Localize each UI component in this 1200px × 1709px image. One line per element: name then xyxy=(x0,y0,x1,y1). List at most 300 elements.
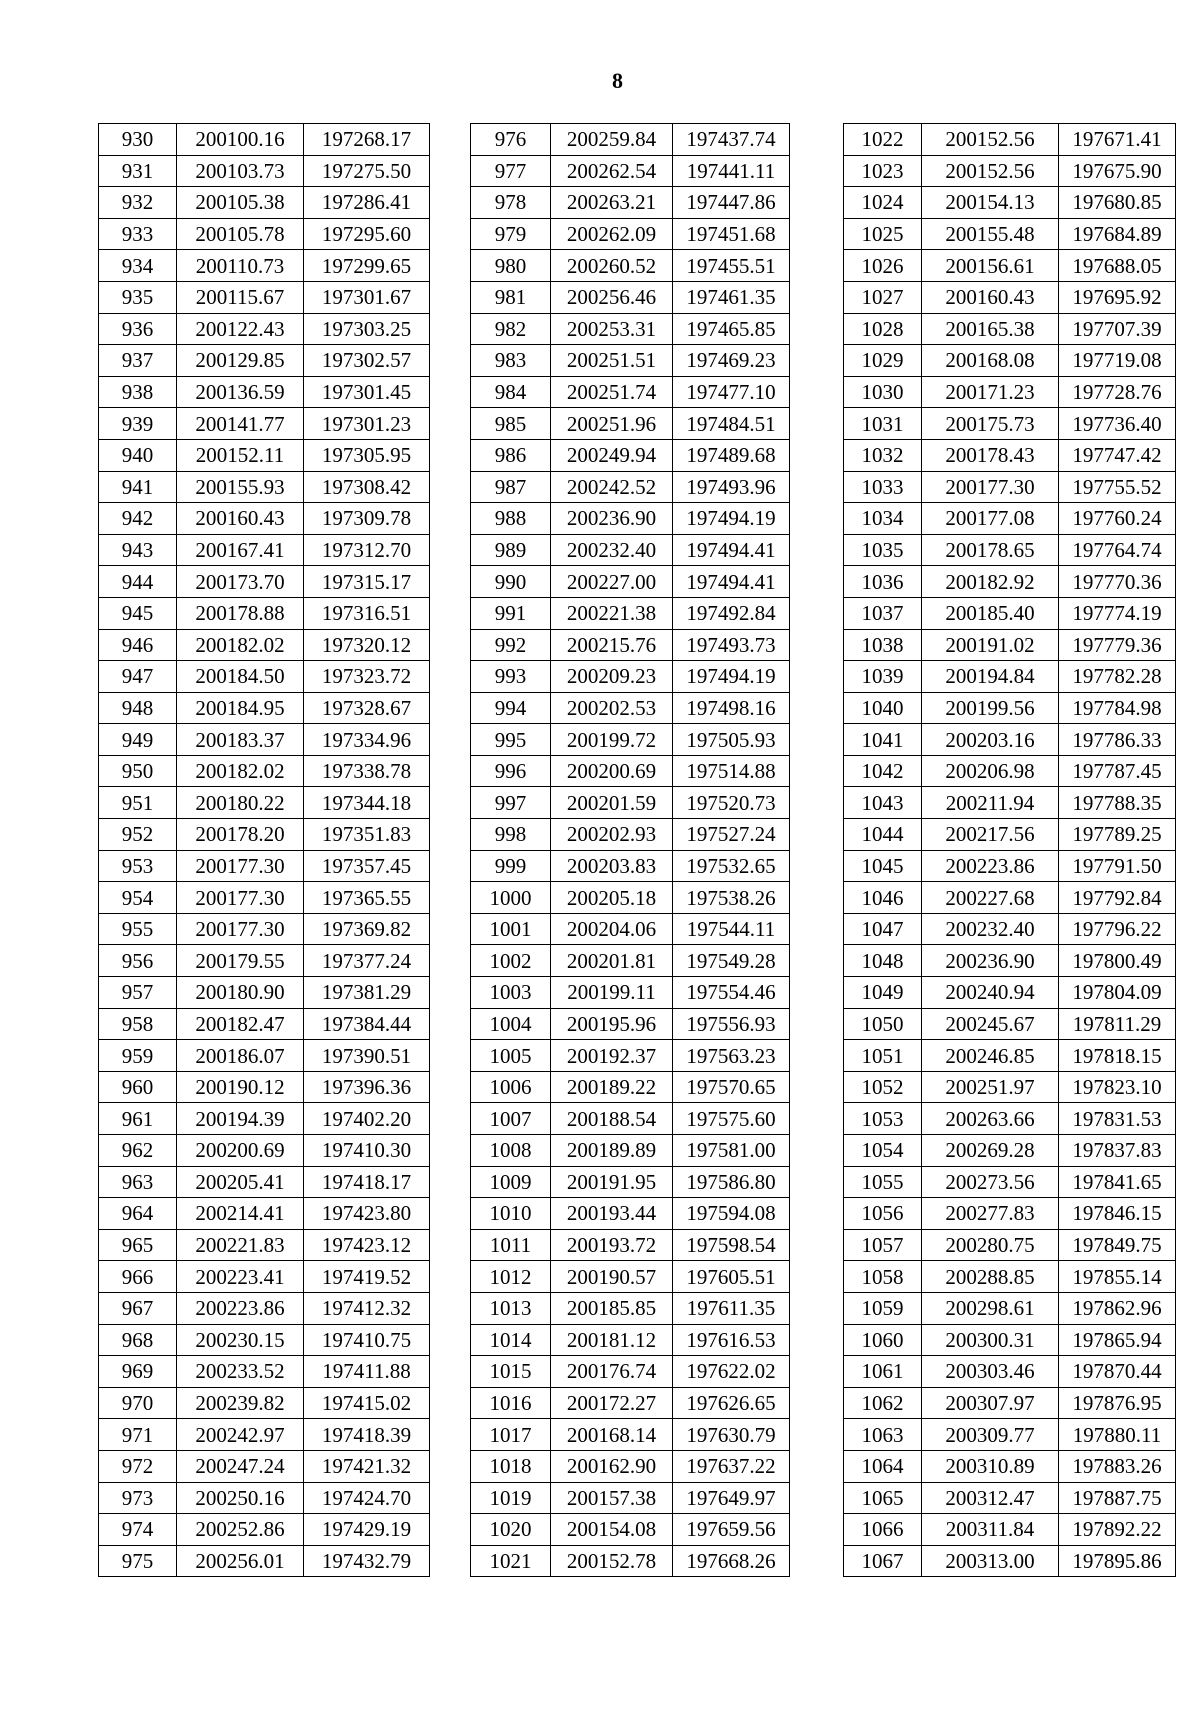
x-coordinate-cell: 200256.46 xyxy=(551,281,673,313)
table-row xyxy=(99,597,430,629)
x-coordinate-cell: 200313.00 xyxy=(922,1545,1059,1577)
y-coordinate-cell: 197369.82 xyxy=(304,913,430,945)
y-coordinate-cell: 197770.36 xyxy=(1059,566,1176,598)
y-coordinate-cell: 197432.79 xyxy=(304,1545,430,1577)
point-number-cell: 955 xyxy=(99,913,177,945)
table-row xyxy=(99,1514,430,1546)
x-coordinate-cell: 200162.90 xyxy=(551,1450,673,1482)
point-number-cell: 938 xyxy=(99,376,177,408)
point-number-cell: 939 xyxy=(99,408,177,440)
x-coordinate-cell: 200263.21 xyxy=(551,187,673,219)
y-coordinate-cell: 197622.02 xyxy=(673,1356,790,1388)
x-coordinate-cell: 200193.44 xyxy=(551,1198,673,1230)
x-coordinate-cell: 200115.67 xyxy=(177,281,304,313)
y-coordinate-cell: 197465.85 xyxy=(673,313,790,345)
table-row xyxy=(99,977,430,1009)
y-coordinate-cell: 197736.40 xyxy=(1059,408,1176,440)
table-row xyxy=(99,629,430,661)
table-row xyxy=(844,471,1176,503)
point-number-cell: 1063 xyxy=(844,1419,922,1451)
y-coordinate-cell: 197787.45 xyxy=(1059,755,1176,787)
point-number-cell: 979 xyxy=(471,218,551,250)
table-row xyxy=(844,755,1176,787)
point-number-cell: 1048 xyxy=(844,945,922,977)
y-coordinate-cell: 197876.95 xyxy=(1059,1387,1176,1419)
point-number-cell: 1051 xyxy=(844,1040,922,1072)
table-row xyxy=(844,281,1176,313)
y-coordinate-cell: 197880.11 xyxy=(1059,1419,1176,1451)
table-row xyxy=(471,1103,790,1135)
point-number-cell: 972 xyxy=(99,1450,177,1482)
point-number-cell: 1012 xyxy=(471,1261,551,1293)
x-coordinate-cell: 200191.02 xyxy=(922,629,1059,661)
table-row xyxy=(844,250,1176,282)
table-row xyxy=(99,1324,430,1356)
point-number-cell: 1046 xyxy=(844,882,922,914)
y-coordinate-cell: 197344.18 xyxy=(304,787,430,819)
x-coordinate-cell: 200199.56 xyxy=(922,692,1059,724)
table-row xyxy=(844,439,1176,471)
table-row xyxy=(844,1450,1176,1482)
x-coordinate-cell: 200100.16 xyxy=(177,124,304,156)
point-number-cell: 942 xyxy=(99,503,177,535)
table-row xyxy=(99,408,430,440)
point-number-cell: 1039 xyxy=(844,661,922,693)
y-coordinate-cell: 197419.52 xyxy=(304,1261,430,1293)
x-coordinate-cell: 200204.06 xyxy=(551,913,673,945)
table-row xyxy=(99,1450,430,1482)
table-row xyxy=(844,187,1176,219)
x-coordinate-cell: 200191.95 xyxy=(551,1166,673,1198)
x-coordinate-cell: 200160.43 xyxy=(922,281,1059,313)
point-number-cell: 963 xyxy=(99,1166,177,1198)
point-number-cell: 1008 xyxy=(471,1135,551,1167)
point-number-cell: 1020 xyxy=(471,1514,551,1546)
y-coordinate-cell: 197659.56 xyxy=(673,1514,790,1546)
table-row xyxy=(99,755,430,787)
table-row xyxy=(844,1324,1176,1356)
y-coordinate-cell: 197791.50 xyxy=(1059,850,1176,882)
table-row xyxy=(471,408,790,440)
y-coordinate-cell: 197637.22 xyxy=(673,1450,790,1482)
y-coordinate-cell: 197484.51 xyxy=(673,408,790,440)
table-row xyxy=(99,471,430,503)
point-number-cell: 1067 xyxy=(844,1545,922,1577)
point-number-cell: 943 xyxy=(99,534,177,566)
table-row xyxy=(99,218,430,250)
point-number-cell: 945 xyxy=(99,597,177,629)
point-number-cell: 994 xyxy=(471,692,551,724)
x-coordinate-cell: 200217.56 xyxy=(922,819,1059,851)
table-row xyxy=(471,1008,790,1040)
x-coordinate-cell: 200300.31 xyxy=(922,1324,1059,1356)
x-coordinate-cell: 200193.72 xyxy=(551,1229,673,1261)
table-row xyxy=(471,661,790,693)
y-coordinate-cell: 197626.65 xyxy=(673,1387,790,1419)
x-coordinate-cell: 200311.84 xyxy=(922,1514,1059,1546)
y-coordinate-cell: 197301.45 xyxy=(304,376,430,408)
coordinate-table-1 xyxy=(98,123,430,1577)
y-coordinate-cell: 197544.11 xyxy=(673,913,790,945)
point-number-cell: 1055 xyxy=(844,1166,922,1198)
x-coordinate-cell: 200181.12 xyxy=(551,1324,673,1356)
x-coordinate-cell: 200236.90 xyxy=(922,945,1059,977)
y-coordinate-cell: 197520.73 xyxy=(673,787,790,819)
point-number-cell: 951 xyxy=(99,787,177,819)
x-coordinate-cell: 200251.74 xyxy=(551,376,673,408)
table-row xyxy=(471,503,790,535)
x-coordinate-cell: 200152.56 xyxy=(922,124,1059,156)
point-number-cell: 1043 xyxy=(844,787,922,819)
table-row xyxy=(471,1198,790,1230)
table-row xyxy=(471,945,790,977)
x-coordinate-cell: 200288.85 xyxy=(922,1261,1059,1293)
x-coordinate-cell: 200177.30 xyxy=(177,913,304,945)
y-coordinate-cell: 197804.09 xyxy=(1059,977,1176,1009)
y-coordinate-cell: 197299.65 xyxy=(304,250,430,282)
x-coordinate-cell: 200201.59 xyxy=(551,787,673,819)
y-coordinate-cell: 197747.42 xyxy=(1059,439,1176,471)
y-coordinate-cell: 197493.73 xyxy=(673,629,790,661)
y-coordinate-cell: 197418.17 xyxy=(304,1166,430,1198)
table-row xyxy=(844,408,1176,440)
x-coordinate-cell: 200192.37 xyxy=(551,1040,673,1072)
y-coordinate-cell: 197315.17 xyxy=(304,566,430,598)
point-number-cell: 1058 xyxy=(844,1261,922,1293)
x-coordinate-cell: 200184.50 xyxy=(177,661,304,693)
x-coordinate-cell: 200167.41 xyxy=(177,534,304,566)
x-coordinate-cell: 200155.93 xyxy=(177,471,304,503)
point-number-cell: 971 xyxy=(99,1419,177,1451)
y-coordinate-cell: 197493.96 xyxy=(673,471,790,503)
y-coordinate-cell: 197841.65 xyxy=(1059,1166,1176,1198)
point-number-cell: 977 xyxy=(471,155,551,187)
y-coordinate-cell: 197598.54 xyxy=(673,1229,790,1261)
table-row xyxy=(471,1324,790,1356)
x-coordinate-cell: 200155.48 xyxy=(922,218,1059,250)
table-row xyxy=(471,1419,790,1451)
y-coordinate-cell: 197630.79 xyxy=(673,1419,790,1451)
point-number-cell: 1010 xyxy=(471,1198,551,1230)
x-coordinate-cell: 200242.52 xyxy=(551,471,673,503)
x-coordinate-cell: 200260.52 xyxy=(551,250,673,282)
x-coordinate-cell: 200310.89 xyxy=(922,1450,1059,1482)
point-number-cell: 975 xyxy=(99,1545,177,1577)
point-number-cell: 937 xyxy=(99,345,177,377)
table-row xyxy=(471,629,790,661)
y-coordinate-cell: 197423.80 xyxy=(304,1198,430,1230)
x-coordinate-cell: 200154.13 xyxy=(922,187,1059,219)
x-coordinate-cell: 200105.78 xyxy=(177,218,304,250)
x-coordinate-cell: 200202.93 xyxy=(551,819,673,851)
x-coordinate-cell: 200188.54 xyxy=(551,1103,673,1135)
point-number-cell: 934 xyxy=(99,250,177,282)
y-coordinate-cell: 197469.23 xyxy=(673,345,790,377)
x-coordinate-cell: 200172.27 xyxy=(551,1387,673,1419)
table-row xyxy=(471,218,790,250)
y-coordinate-cell: 197308.42 xyxy=(304,471,430,503)
x-coordinate-cell: 200179.55 xyxy=(177,945,304,977)
x-coordinate-cell: 200136.59 xyxy=(177,376,304,408)
table-row xyxy=(844,945,1176,977)
x-coordinate-cell: 200180.22 xyxy=(177,787,304,819)
table-row xyxy=(99,124,430,156)
x-coordinate-cell: 200232.40 xyxy=(551,534,673,566)
y-coordinate-cell: 197563.23 xyxy=(673,1040,790,1072)
x-coordinate-cell: 200186.07 xyxy=(177,1040,304,1072)
x-coordinate-cell: 200189.89 xyxy=(551,1135,673,1167)
table-row xyxy=(99,345,430,377)
x-coordinate-cell: 200214.41 xyxy=(177,1198,304,1230)
x-coordinate-cell: 200227.68 xyxy=(922,882,1059,914)
table-row xyxy=(99,882,430,914)
point-number-cell: 968 xyxy=(99,1324,177,1356)
point-number-cell: 974 xyxy=(99,1514,177,1546)
point-number-cell: 1009 xyxy=(471,1166,551,1198)
table-row xyxy=(844,977,1176,1009)
table-row xyxy=(471,345,790,377)
y-coordinate-cell: 197688.05 xyxy=(1059,250,1176,282)
table-row xyxy=(99,1292,430,1324)
table-row xyxy=(471,724,790,756)
table-row xyxy=(844,629,1176,661)
point-number-cell: 1028 xyxy=(844,313,922,345)
x-coordinate-cell: 200312.47 xyxy=(922,1482,1059,1514)
point-number-cell: 982 xyxy=(471,313,551,345)
y-coordinate-cell: 197441.11 xyxy=(673,155,790,187)
point-number-cell: 1023 xyxy=(844,155,922,187)
y-coordinate-cell: 197303.25 xyxy=(304,313,430,345)
x-coordinate-cell: 200232.40 xyxy=(922,913,1059,945)
y-coordinate-cell: 197707.39 xyxy=(1059,313,1176,345)
x-coordinate-cell: 200252.86 xyxy=(177,1514,304,1546)
y-coordinate-cell: 197554.46 xyxy=(673,977,790,1009)
point-number-cell: 969 xyxy=(99,1356,177,1388)
x-coordinate-cell: 200236.90 xyxy=(551,503,673,535)
point-number-cell: 965 xyxy=(99,1229,177,1261)
y-coordinate-cell: 197862.96 xyxy=(1059,1292,1176,1324)
table-row xyxy=(99,313,430,345)
y-coordinate-cell: 197796.22 xyxy=(1059,913,1176,945)
table-row xyxy=(99,250,430,282)
point-number-cell: 1019 xyxy=(471,1482,551,1514)
x-coordinate-cell: 200177.08 xyxy=(922,503,1059,535)
point-number-cell: 1017 xyxy=(471,1419,551,1451)
table-row xyxy=(471,1482,790,1514)
y-coordinate-cell: 197301.67 xyxy=(304,281,430,313)
x-coordinate-cell: 200307.97 xyxy=(922,1387,1059,1419)
point-number-cell: 948 xyxy=(99,692,177,724)
table-row xyxy=(471,755,790,787)
y-coordinate-cell: 197410.75 xyxy=(304,1324,430,1356)
table-row xyxy=(471,882,790,914)
y-coordinate-cell: 197865.94 xyxy=(1059,1324,1176,1356)
x-coordinate-cell: 200249.94 xyxy=(551,439,673,471)
table-row xyxy=(99,1040,430,1072)
x-coordinate-cell: 200178.88 xyxy=(177,597,304,629)
table-row xyxy=(844,1514,1176,1546)
x-coordinate-cell: 200184.95 xyxy=(177,692,304,724)
point-number-cell: 1045 xyxy=(844,850,922,882)
table-row xyxy=(471,819,790,851)
point-number-cell: 1036 xyxy=(844,566,922,598)
y-coordinate-cell: 197527.24 xyxy=(673,819,790,851)
table-row xyxy=(471,1261,790,1293)
point-number-cell: 1015 xyxy=(471,1356,551,1388)
y-coordinate-cell: 197800.49 xyxy=(1059,945,1176,977)
y-coordinate-cell: 197616.53 xyxy=(673,1324,790,1356)
x-coordinate-cell: 200247.24 xyxy=(177,1450,304,1482)
y-coordinate-cell: 197728.76 xyxy=(1059,376,1176,408)
point-number-cell: 1037 xyxy=(844,597,922,629)
x-coordinate-cell: 200298.61 xyxy=(922,1292,1059,1324)
x-coordinate-cell: 200215.76 xyxy=(551,629,673,661)
x-coordinate-cell: 200253.31 xyxy=(551,313,673,345)
point-number-cell: 1065 xyxy=(844,1482,922,1514)
y-coordinate-cell: 197680.85 xyxy=(1059,187,1176,219)
y-coordinate-cell: 197818.15 xyxy=(1059,1040,1176,1072)
point-number-cell: 1041 xyxy=(844,724,922,756)
y-coordinate-cell: 197323.72 xyxy=(304,661,430,693)
page-number: 8 xyxy=(612,68,623,93)
y-coordinate-cell: 197377.24 xyxy=(304,945,430,977)
y-coordinate-cell: 197411.88 xyxy=(304,1356,430,1388)
y-coordinate-cell: 197581.00 xyxy=(673,1135,790,1167)
y-coordinate-cell: 197684.89 xyxy=(1059,218,1176,250)
point-number-cell: 980 xyxy=(471,250,551,282)
point-number-cell: 1025 xyxy=(844,218,922,250)
table-row xyxy=(844,1040,1176,1072)
table-row xyxy=(844,1166,1176,1198)
x-coordinate-cell: 200177.30 xyxy=(177,850,304,882)
x-coordinate-cell: 200262.54 xyxy=(551,155,673,187)
x-coordinate-cell: 200177.30 xyxy=(177,882,304,914)
x-coordinate-cell: 200194.39 xyxy=(177,1103,304,1135)
table-row xyxy=(99,566,430,598)
x-coordinate-cell: 200202.53 xyxy=(551,692,673,724)
point-number-cell: 954 xyxy=(99,882,177,914)
x-coordinate-cell: 200246.85 xyxy=(922,1040,1059,1072)
table-row xyxy=(844,566,1176,598)
x-coordinate-cell: 200209.23 xyxy=(551,661,673,693)
x-coordinate-cell: 200263.66 xyxy=(922,1103,1059,1135)
point-number-cell: 1014 xyxy=(471,1324,551,1356)
table-row xyxy=(471,187,790,219)
x-coordinate-cell: 200175.73 xyxy=(922,408,1059,440)
point-number-cell: 991 xyxy=(471,597,551,629)
y-coordinate-cell: 197489.68 xyxy=(673,439,790,471)
point-number-cell: 970 xyxy=(99,1387,177,1419)
y-coordinate-cell: 197611.35 xyxy=(673,1292,790,1324)
point-number-cell: 962 xyxy=(99,1135,177,1167)
x-coordinate-cell: 200183.37 xyxy=(177,724,304,756)
x-coordinate-cell: 200182.47 xyxy=(177,1008,304,1040)
y-coordinate-cell: 197575.60 xyxy=(673,1103,790,1135)
y-coordinate-cell: 197494.19 xyxy=(673,661,790,693)
x-coordinate-cell: 200273.56 xyxy=(922,1166,1059,1198)
table-row xyxy=(844,313,1176,345)
table-row xyxy=(844,724,1176,756)
x-coordinate-cell: 200221.38 xyxy=(551,597,673,629)
table-row xyxy=(99,1545,430,1577)
table-row xyxy=(844,1545,1176,1577)
x-coordinate-cell: 200152.78 xyxy=(551,1545,673,1577)
y-coordinate-cell: 197494.41 xyxy=(673,534,790,566)
y-coordinate-cell: 197410.30 xyxy=(304,1135,430,1167)
table-row xyxy=(844,819,1176,851)
x-coordinate-cell: 200160.43 xyxy=(177,503,304,535)
coordinate-table-3 xyxy=(843,123,1176,1577)
y-coordinate-cell: 197334.96 xyxy=(304,724,430,756)
table-row xyxy=(99,1419,430,1451)
point-number-cell: 958 xyxy=(99,1008,177,1040)
table-row xyxy=(471,1292,790,1324)
point-number-cell: 1032 xyxy=(844,439,922,471)
y-coordinate-cell: 197351.83 xyxy=(304,819,430,851)
point-number-cell: 1006 xyxy=(471,1071,551,1103)
table-row xyxy=(471,250,790,282)
x-coordinate-cell: 200223.86 xyxy=(922,850,1059,882)
table-row xyxy=(471,124,790,156)
x-coordinate-cell: 200152.11 xyxy=(177,439,304,471)
table-row xyxy=(844,787,1176,819)
x-coordinate-cell: 200223.86 xyxy=(177,1292,304,1324)
y-coordinate-cell: 197831.53 xyxy=(1059,1103,1176,1135)
x-coordinate-cell: 200251.51 xyxy=(551,345,673,377)
x-coordinate-cell: 200195.96 xyxy=(551,1008,673,1040)
x-coordinate-cell: 200182.02 xyxy=(177,629,304,661)
y-coordinate-cell: 197892.22 xyxy=(1059,1514,1176,1546)
x-coordinate-cell: 200259.84 xyxy=(551,124,673,156)
y-coordinate-cell: 197320.12 xyxy=(304,629,430,661)
y-coordinate-cell: 197301.23 xyxy=(304,408,430,440)
point-number-cell: 1054 xyxy=(844,1135,922,1167)
x-coordinate-cell: 200227.00 xyxy=(551,566,673,598)
table-row xyxy=(471,1356,790,1388)
x-coordinate-cell: 200200.69 xyxy=(177,1135,304,1167)
y-coordinate-cell: 197421.32 xyxy=(304,1450,430,1482)
y-coordinate-cell: 197365.55 xyxy=(304,882,430,914)
table-row xyxy=(471,1514,790,1546)
y-coordinate-cell: 197895.86 xyxy=(1059,1545,1176,1577)
point-number-cell: 957 xyxy=(99,977,177,1009)
point-number-cell: 996 xyxy=(471,755,551,787)
point-number-cell: 960 xyxy=(99,1071,177,1103)
table-row xyxy=(471,1071,790,1103)
table-row xyxy=(844,1482,1176,1514)
table-row xyxy=(471,1450,790,1482)
table-row xyxy=(99,439,430,471)
y-coordinate-cell: 197671.41 xyxy=(1059,124,1176,156)
table-row xyxy=(844,1387,1176,1419)
x-coordinate-cell: 200200.69 xyxy=(551,755,673,787)
x-coordinate-cell: 200223.41 xyxy=(177,1261,304,1293)
point-number-cell: 1027 xyxy=(844,281,922,313)
x-coordinate-cell: 200190.57 xyxy=(551,1261,673,1293)
table-row xyxy=(99,187,430,219)
table-row xyxy=(844,1419,1176,1451)
x-coordinate-cell: 200262.09 xyxy=(551,218,673,250)
y-coordinate-cell: 197402.20 xyxy=(304,1103,430,1135)
x-coordinate-cell: 200201.81 xyxy=(551,945,673,977)
x-coordinate-cell: 200182.02 xyxy=(177,755,304,787)
y-coordinate-cell: 197286.41 xyxy=(304,187,430,219)
y-coordinate-cell: 197549.28 xyxy=(673,945,790,977)
point-number-cell: 959 xyxy=(99,1040,177,1072)
y-coordinate-cell: 197594.08 xyxy=(673,1198,790,1230)
y-coordinate-cell: 197792.84 xyxy=(1059,882,1176,914)
point-number-cell: 985 xyxy=(471,408,551,440)
